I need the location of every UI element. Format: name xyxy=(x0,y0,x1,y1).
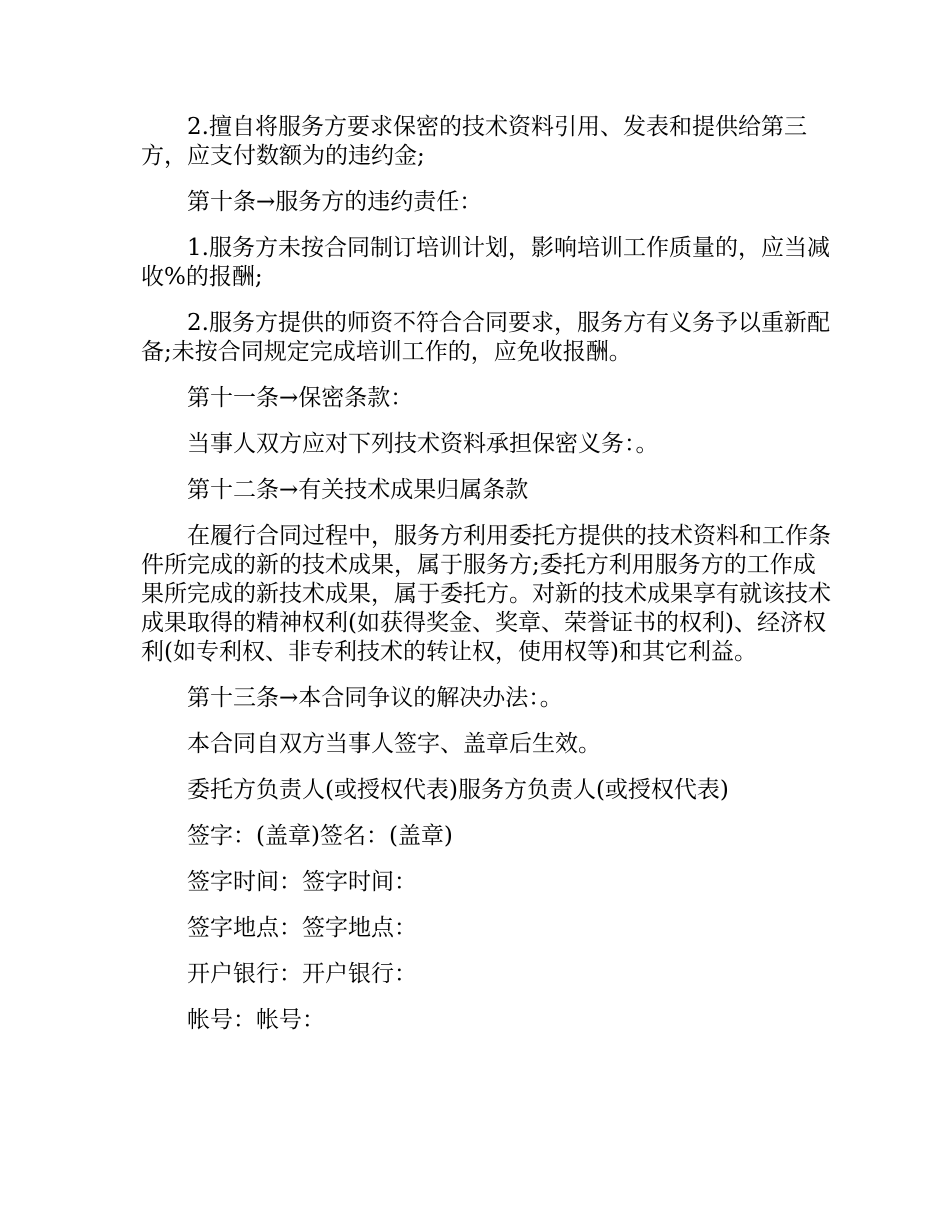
signature-line: 委托方负责人(或授权代表)服务方负责人(或授权代表) xyxy=(187,777,729,803)
signature-line: 帐号：帐号： xyxy=(187,1007,325,1033)
clause-paragraph: 2.服务方提供的师资不符合合同要求，服务方有义务予以重新配备;未按合同规定完成培训工作的，应免收报酬。 xyxy=(141,310,830,365)
section-heading: 第十一条→保密条款： xyxy=(187,385,414,411)
clause-paragraph: 在履行合同过程中，服务方利用委托方提供的技术资料和工作条件所完成的新的技术成果，属于服务方;委托方利用服务方的工作成果所完成的新技术成果，属于委托方。对新的技术成果享有就该技术成果取得的精神权利(如获得奖金、奖章、荣誉证书的权利)、经济权利(如专利权、非专利技术的转让权，使用权等)和其它利益。 xyxy=(141,523,831,665)
signature-line: 开户银行：开户银行： xyxy=(187,961,417,987)
clause-paragraph: 2.擅自将服务方要求保密的技术资料引用、发表和提供给第三方，应支付数额为的违约金; xyxy=(141,114,807,169)
signature-line: 签字地点：签字地点： xyxy=(187,915,417,941)
clause-paragraph: 当事人双方应对下列技术资料承担保密义务：。 xyxy=(187,431,659,457)
document-body xyxy=(141,113,831,1052)
section-heading: 第十二条→有关技术成果归属条款 xyxy=(187,477,529,503)
section-heading: 第十三条→本合同争议的解决办法：。 xyxy=(187,685,563,711)
section-heading: 第十条→服务方的违约责任： xyxy=(187,189,483,215)
signature-line: 签字时间：签字时间： xyxy=(187,869,417,895)
clause-paragraph: 1.服务方未按合同制订培训计划，影响培训工作质量的，应当减收%的报酬; xyxy=(141,235,830,290)
clause-paragraph: 本合同自双方当事人签字、盖章后生效。 xyxy=(187,731,601,757)
signature-line: 签字：(盖章)签名：(盖章) xyxy=(187,823,453,849)
